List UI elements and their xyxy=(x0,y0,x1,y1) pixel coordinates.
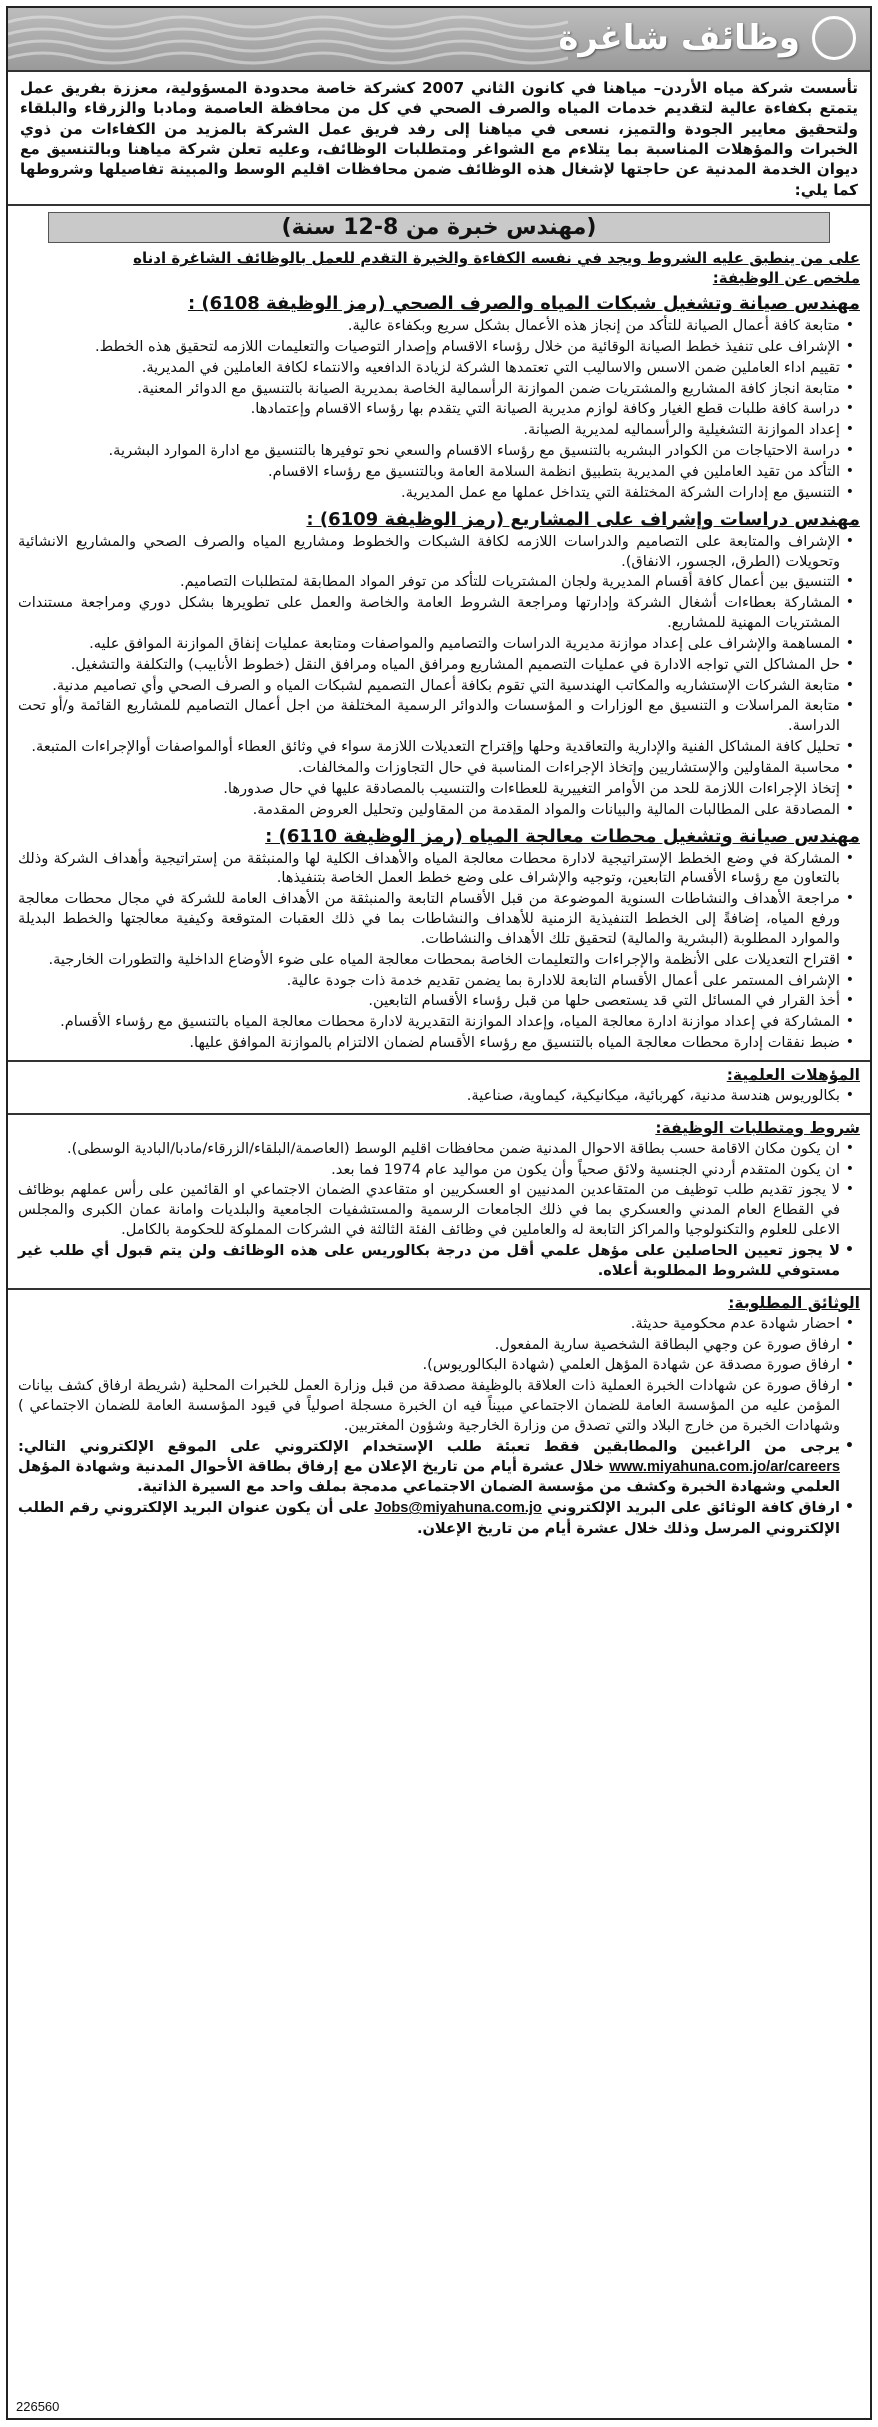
list-item: • بكالوريوس هندسة مدنية، كهربائية، ميكانيكية، كيماوية، صناعية. xyxy=(18,1086,840,1106)
list-item: • ارفاق صورة عن وجهي البطاقة الشخصية سارية المفعول. xyxy=(18,1335,840,1355)
lead-text: على من ينطبق عليه الشروط ويجد في نفسه الكفاءة والخبرة التقدم للعمل بالوظائف الشاغرة ادناه xyxy=(133,249,860,268)
apply-text: يرجى من الراغبين والمطابقين فقط تعبئة طلب الإستخدام الإلكتروني على الموقع الإلكتروني التالي: xyxy=(18,1437,840,1455)
list-item: • الإشراف المستمر على أعمال الأقسام التابعة للادارة بما يضمن تقديم خدمة ذات جودة عالية. xyxy=(18,971,840,991)
careers-link[interactable]: www.miyahuna.com.jo/ar/careers xyxy=(609,1458,840,1475)
list-item: • ضبط نفقات إدارة محطات معالجة المياه بالتنسيق مع رؤساء الأقسام لضمان الالتزام بالموازنة الموافق عليها. xyxy=(18,1033,840,1053)
list-item: • متابعة انجاز كافة المشاريع والمشتريات ضمن الموازنة الرأسمالية الخاصة بمديرية الصيانة بالتنسيق مع الدوائر المعنية. xyxy=(18,379,840,399)
job-ad-page xyxy=(6,6,872,2420)
jobs-email-link[interactable]: Jobs@miyahuna.com.jo xyxy=(374,1500,542,1517)
job-6108-list xyxy=(18,316,860,503)
experience-title: (مهندس خبرة من 8-12 سنة) xyxy=(48,212,830,243)
list-item: • محاسبة المقاولين والإستشاريين وإتخاذ الإجراءات المناسبة في حال التجاوزات والمخالفات. xyxy=(18,758,840,778)
list-item: • ارفاق صورة مصدقة عن شهادة المؤهل العلمي (شهادة البكالوريوس). xyxy=(18,1355,840,1375)
list-item: • دراسة كافة طلبات قطع الغيار وكافة لوازم مديرية الصيانة التي يتقدم بها رؤساء الاقسام وإعتمادها. xyxy=(18,399,840,419)
conditions-list xyxy=(18,1139,860,1281)
conditions-section xyxy=(8,1115,870,1290)
list-item: • ارفاق صورة عن شهادات الخبرة العملية ذات العلاقة بالوظيفة مصدقة من قبل وزارة العمل للخبرات المحلية (شريطة ارفاق كشف بيانات المؤمن عليه من المؤسسة العامة للضمان الاجتماعي مبيناً فيه ان الخبرة مسجلة اصولياً في قيود المؤسسة العامة للضمان الاجتماعي ) وشهادات الخبرة من خارج البلاد والتي تصدق من وزارة الخارجية وشؤون المغتربين. xyxy=(18,1376,840,1436)
list-item: • متابعة الشركات الإستشاريه والمكاتب الهندسية التي تقوم بكافة أعمال التصميم لشبكات المياه و الصرف الصحي وأي تصاميم مدنية. xyxy=(18,676,840,696)
list-item: • المصادقة على المطالبات المالية والبيانات والمواد المقدمة من المقاولين وتحليل العروض المقدمة. xyxy=(18,800,840,820)
list-item: • متابعة كافة أعمال الصيانة للتأكد من إنجاز هذه الأعمال بشكل سريع وبكفاءة عالية. xyxy=(18,316,840,336)
job-section xyxy=(8,206,870,1062)
list-item: • الإشراف والمتابعة على التصاميم والدراسات اللازمه لكافة الشبكات والخطوط ومشاريع المياه والصرف الصحي والمشاريع الانشائية وتحويلات (الطرق، الجسور، الانفاق). xyxy=(18,532,840,572)
company-logo-icon xyxy=(812,16,856,60)
summary-label: ملخص عن الوظيفة: xyxy=(712,269,860,288)
email-text: ارفاق كافة الوثائق على البريد الإلكتروني xyxy=(546,1499,840,1517)
email-item xyxy=(18,1498,840,1539)
wave-pattern-icon xyxy=(8,8,568,70)
list-item: • دراسة الاحتياجات من الكوادر البشريه بالتنسيق مع رؤساء الاقسام والسعي نحو توفيرها بالتنسيق مع ادارة الموارد البشرية. xyxy=(18,441,840,461)
list-item: • لا يجوز تقديم طلب توظيف من المتقاعدين المدنيين او العسكريين او متقاعدي الضمان الاجتماعي او القائمين على رأس عملهم بوظائف في القطاع العام المدني والعسكري بما في ذلك الجامعات الرسمية والمستشفيات الجامعية والبلديات وامانة عمان الكبرى والمجلس الاعلى للعلوم والتكنولوجيا والمراكز التابعة له والعاملين في وظائف الفئة الثالثة في الشركات المملوكة للحكومة بالكامل. xyxy=(18,1180,840,1240)
list-item: • اقتراح التعديلات على الأنظمة والإجراءات والتعليمات الخاصة بمحطات معالجة المياه على ضوء الأوضاع الداخلية والتطورات الخارجية. xyxy=(18,950,840,970)
qualifications-label: المؤهلات العلمية: xyxy=(726,1065,860,1084)
documents-list xyxy=(18,1314,860,1539)
list-item: • المشاركة في إعداد موازنة ادارة معالجة المياه، وإعداد الموازنة التقديرية لادارة محطات معالجة المياه بالتنسيق مع رؤساء الأقسام. xyxy=(18,1012,840,1032)
list-item: • تقييم اداء العاملين ضمن الاسس والاساليب التي تعتمدها الشركة لزيادة الدافعيه والانتماء لكافة العاملين في المديرية. xyxy=(18,358,840,378)
list-item: • أخذ القرار في المسائل التي قد يستعصى حلها من قبل رؤساء الأقسام التابعين. xyxy=(18,991,840,1011)
list-item: • حل المشاكل التي تواجه الادارة في عمليات التصميم المشاريع ومرافق المياه ومرافق النقل (خطوط الأنابيب) والتكلفة والتشغيل. xyxy=(18,655,840,675)
apply-item xyxy=(18,1437,840,1498)
list-item: • التنسيق مع إدارات الشركة المختلفة التي يتداخل عملها مع عمل المديرية. xyxy=(18,483,840,503)
qualifications-section xyxy=(8,1062,870,1115)
job-6108-heading: مهندس صيانة وتشغيل شبكات المياه والصرف الصحي (رمز الوظيفة 6108) : xyxy=(187,293,860,315)
qualifications-list xyxy=(18,1086,860,1106)
list-item: • المشاركة بعطاءات أشغال الشركة وإدارتها ومراجعة الشروط العامة والخاصة والعمل على تطويرها بشكل دوري ومراجعة مستندات المشتريات المهنية للمشاريع. xyxy=(18,593,840,633)
intro-paragraph: تأسست شركة مياه الأردن– مياهنا في كانون الثاني 2007 كشركة خاصة محدودة المسؤولية، معززة بفريق عمل يتمتع بكفاءة عالية لتقديم خدمات المياه والصرف الصحي في كل من محافظة العاصمة ومادبا والزرقاء والبلقاء ولتحقيق معايير الجودة والتميز، نسعى في مياهنا إلى رفد فريق عمل الشركة بالمزيد من الكفاءات من ذوي الخبرات والمؤهلات المناسبة بما يتلاءم مع الشواغر ومتطلبات الوظائف، وعليه تعلن شركة مياهنا وبالتنسيق مع ديوان الخدمة المدنية عن حاجتها لإشغال هذه الوظائف ضمن محافظات اقليم الوسط والمبينة تفاصيلها وشروطها كما يلي: xyxy=(8,72,870,206)
email-text-2: على أن يكون عنوان البريد الإلكتروني رقم الطلب الإلكتروني المرسل وذلك خلال عشرة أيام من تاريخ الإعلان. xyxy=(18,1499,840,1538)
ad-header xyxy=(8,8,870,72)
list-item: • إتخاذ الإجراءات اللازمة للحد من الأوامر التغييرية للعطاءات والتنسيب بالمصادقة عليها في حال صدورها. xyxy=(18,779,840,799)
job-6110-heading: مهندس صيانة وتشغيل محطات معالجة المياه (رمز الوظيفة 6110) : xyxy=(265,825,860,847)
job-6109-list xyxy=(18,532,860,820)
list-item: • متابعة المراسلات و التنسيق مع الوزارات و المؤسسات والدوائر الرسمية المختلفة من اجل أعمال التصاميم للمشاريع القائمة و/أو تحت الدراسة. xyxy=(18,696,840,736)
job-6110-list xyxy=(18,849,860,1053)
list-item: • إعداد الموازنة التشغيلية والرأسماليه لمديرية الصيانة. xyxy=(18,420,840,440)
list-item: • تحليل كافة المشاكل الفنية والإدارية والتعاقدية وحلها وإقتراح التعديلات اللازمة سواء في وثائق العطاء أوالمواصفات أوالإجراءات المتبعة. xyxy=(18,737,840,757)
job-6109-heading: مهندس دراسات وإشراف على المشاريع (رمز الوظيفة 6109) : xyxy=(306,508,860,530)
documents-section xyxy=(8,1290,870,1546)
list-item: • الإشراف على تنفيذ خطط الصيانة الوقائية من خلال رؤساء الاقسام وإصدار التوصيات والتعليمات اللازمه لتحقيق هذه الخطط. xyxy=(18,337,840,357)
conditions-label: شروط ومتطلبات الوظيفة: xyxy=(655,1118,860,1137)
list-item: • التنسيق بين أعمال كافة أقسام المديرية ولجان المشتريات للتأكد من توفر المواد المطابقة لمتطلبات التصاميم. xyxy=(18,572,840,592)
list-item: • التأكد من تقيد العاملين في المديرية بتطبيق انظمة السلامة العامة وبالتنسيق مع رؤساء الاقسام. xyxy=(18,462,840,482)
list-item: • المساهمة والإشراف على إعداد موازنة مديرية الدراسات والتصاميم والمواصفات ومتابعة عمليات إنفاق الموازنة الموافق عليه. xyxy=(18,634,840,654)
list-item: • ان يكون مكان الاقامة حسب بطاقة الاحوال المدنية ضمن محافظات اقليم الوسط (العاصمة/البلقاء/الزرقاء/مادبا/البادية الوسطى). xyxy=(18,1139,840,1159)
ad-number: 226560 xyxy=(16,2399,60,2414)
list-item: • لا يجوز تعيين الحاصلين على مؤهل علمي أقل من درجة بكالوريس على هذه الوظائف ولن يتم قبول أي طلب غير مستوفي للشروط المطلوبة أعلاه. xyxy=(18,1241,840,1281)
list-item: • المشاركة في وضع الخطط الإستراتيجية لادارة محطات معالجة المياه والأهداف الكلية لها والمنبثقة من إستراتيجية وأهداف الشركة وذلك بالتعاون مع رؤساء الأقسام التابعين، وتوجيه والإشراف على وضع خطط العمل الخاصة بتنفيذها. xyxy=(18,849,840,889)
list-item: • ان يكون المتقدم أردني الجنسية ولائق صحياً وأن يكون من مواليد عام 1974 فما بعد. xyxy=(18,1160,840,1180)
ad-title: وظائف شاغرة xyxy=(558,18,800,58)
list-item: • احضار شهادة عدم محكومية حديثة. xyxy=(18,1314,840,1334)
list-item: • مراجعة الأهداف والنشاطات السنوية الموضوعة من قبل الأقسام التابعة والمنبثقة من الأهداف العامة للشركة في مجال محطات معالجة ورفع المياه، إضافةً إلى الخطط التنفيذية الزمنية للأهداف والنشاطات بما في ذلك العقبات المتوقعة وكيفية معالجتها والخطط البديلة والموارد المطلوبة (البشرية والمالية) لتحقيق تلك الأهداف والنشاطات. xyxy=(18,889,840,949)
documents-label: الوثائق المطلوبة: xyxy=(728,1293,860,1312)
apply-text-2: خلال عشرة أيام من تاريخ الإعلان مع إرفاق بطاقة الأحوال المدنية وشهادة المؤهل العلمي وشهادة الخبرة وكشف من مؤسسة الضمان الاجتماعي مدمجة بملف واحد مع السيرة الذاتية. xyxy=(18,1457,840,1496)
